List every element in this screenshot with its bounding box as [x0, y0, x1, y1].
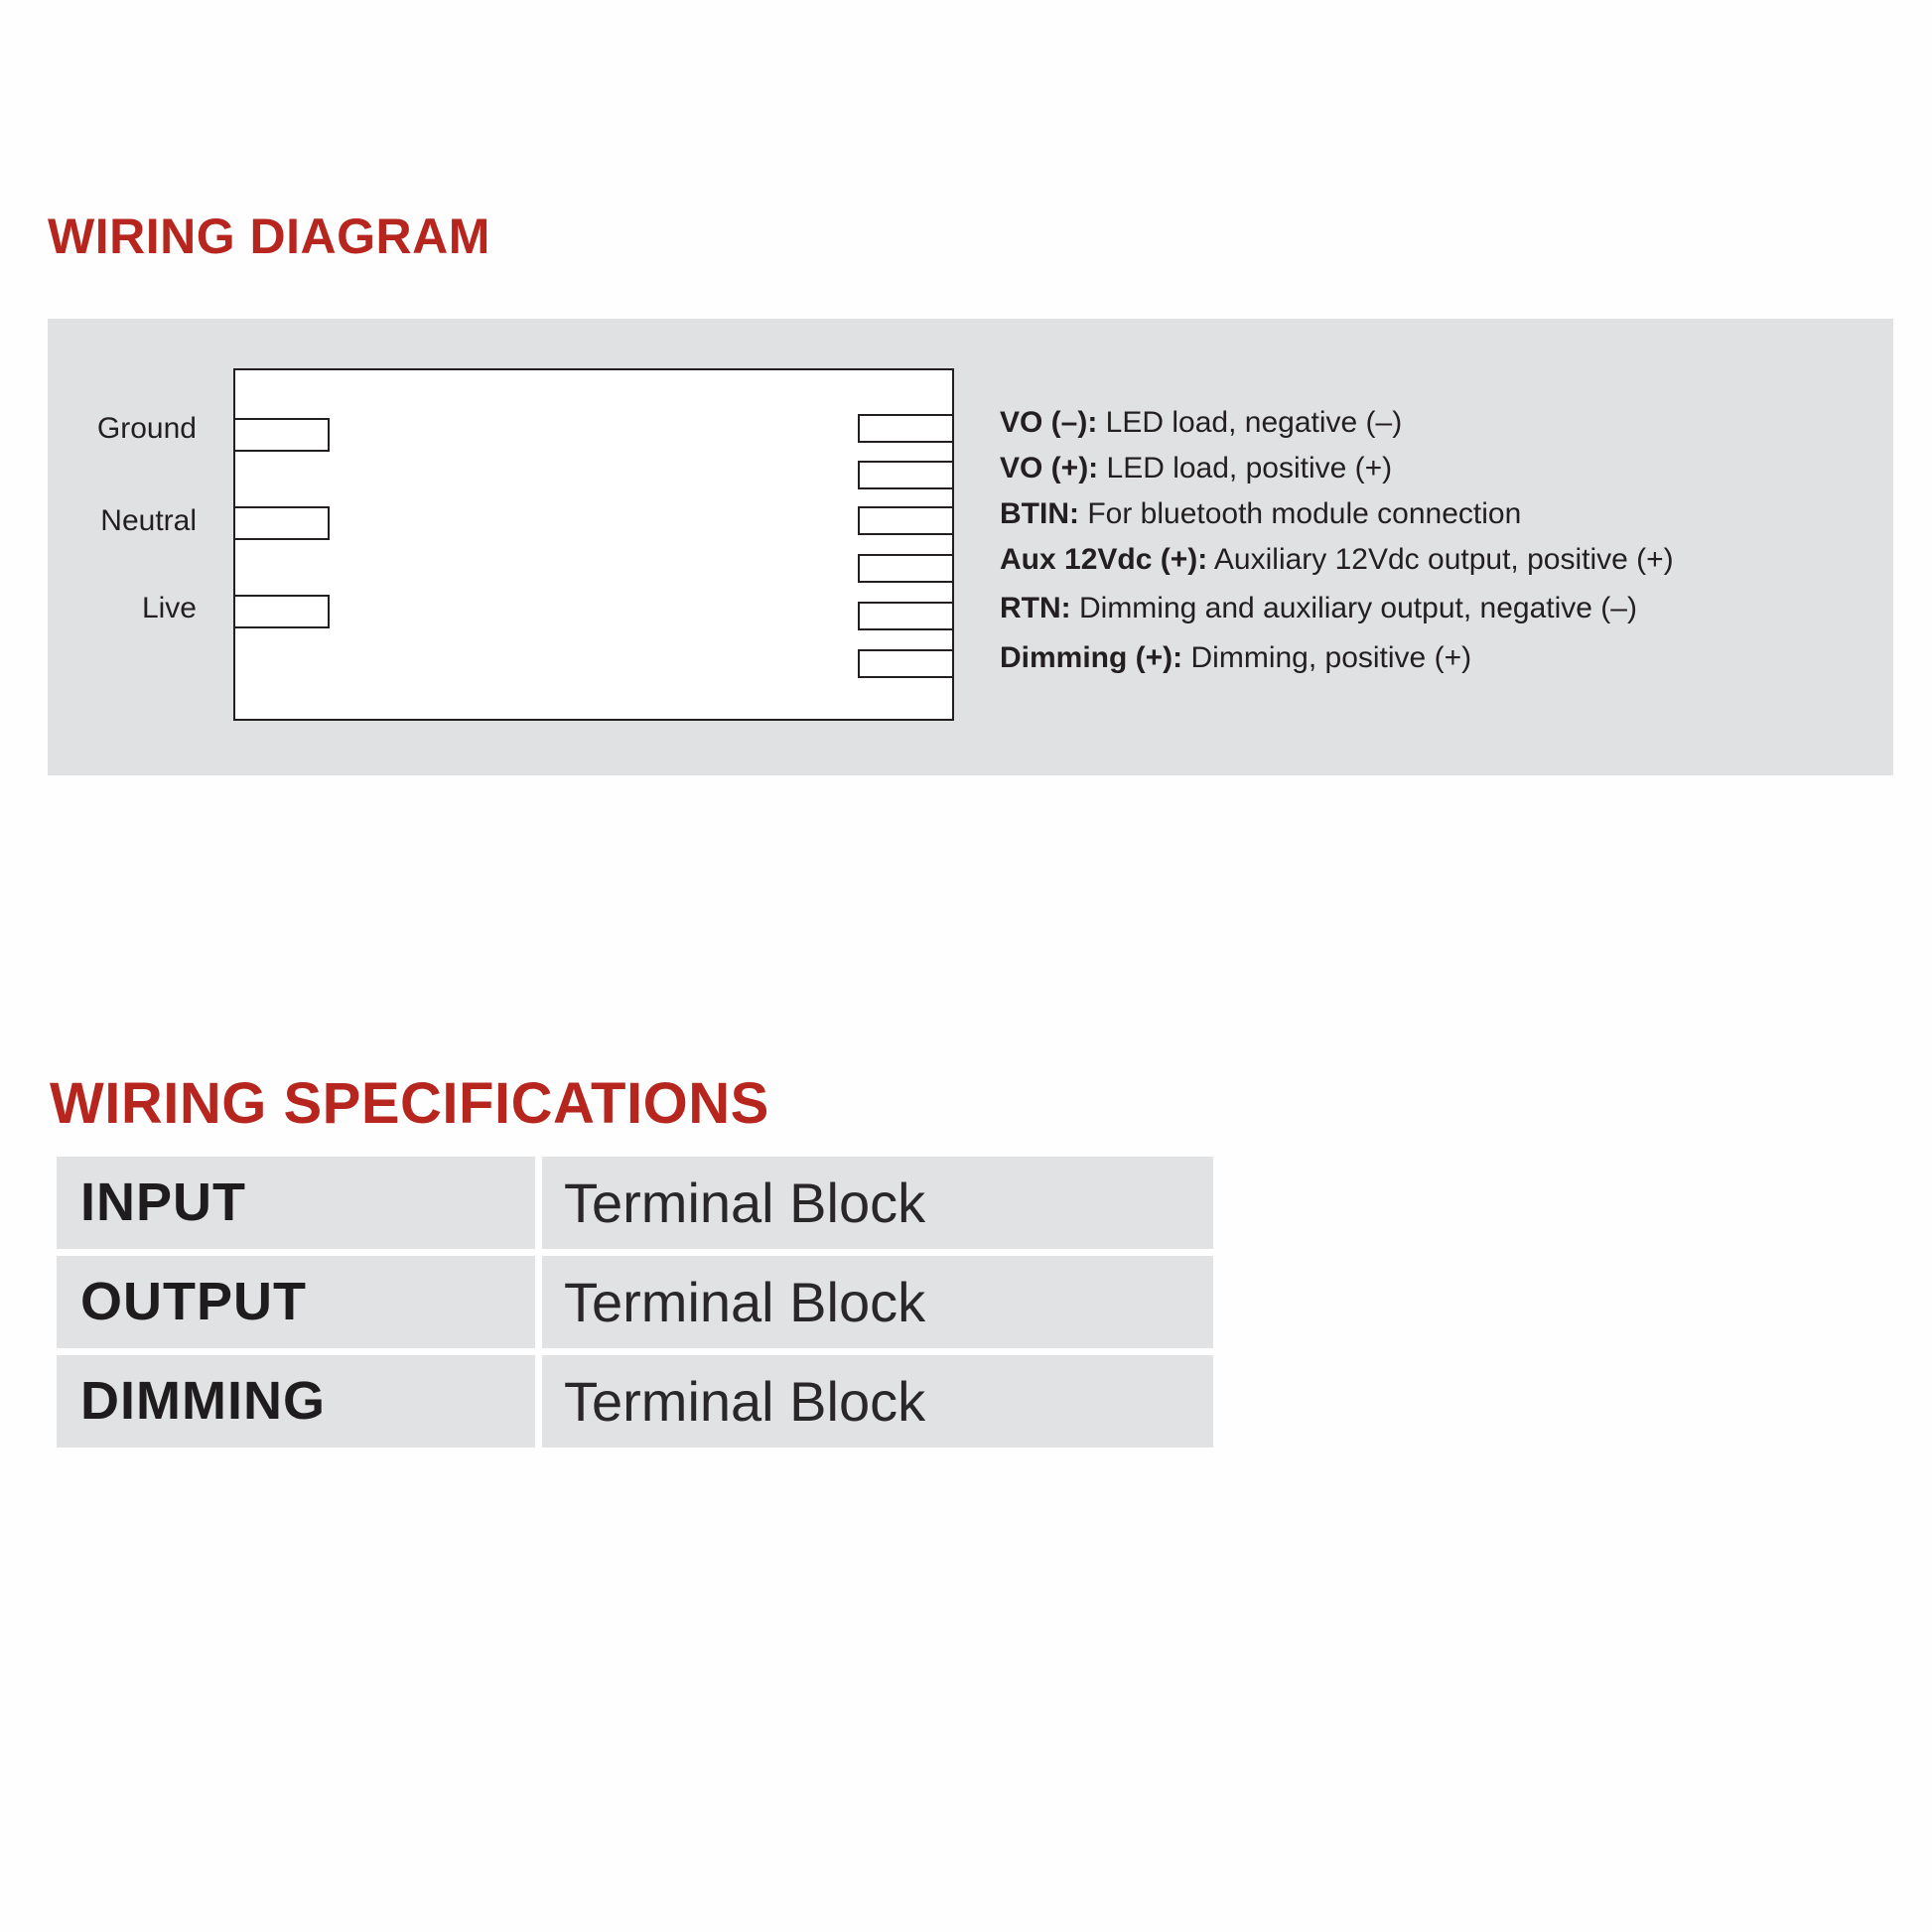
spec-row-input	[57, 1157, 1213, 1249]
wiring-diagram-panel	[48, 319, 1893, 775]
output-term: RTN:	[1000, 592, 1071, 624]
output-term: BTIN:	[1000, 497, 1079, 530]
output-desc: Dimming and auxiliary output, negative (–)	[1070, 592, 1637, 624]
wiring-specifications-table	[57, 1157, 1213, 1454]
input-terminal-ground	[233, 418, 330, 452]
output-legend-aux	[1000, 542, 1674, 578]
input-label-live: Live	[141, 592, 197, 624]
output-desc: LED load, positive (+)	[1098, 452, 1393, 484]
spec-key: DIMMING	[57, 1355, 535, 1448]
output-desc: LED load, negative (–)	[1097, 406, 1403, 439]
spec-value: Terminal Block	[542, 1256, 1213, 1348]
output-terminal-rtn	[858, 602, 954, 630]
wiring-specifications-heading: WIRING SPECIFICATIONS	[50, 1071, 769, 1136]
spec-key: OUTPUT	[57, 1256, 535, 1348]
output-legend-vo-positive	[1000, 451, 1392, 486]
output-desc: Dimming, positive (+)	[1182, 641, 1472, 674]
output-legend-rtn	[1000, 591, 1637, 626]
output-term: VO (–):	[1000, 406, 1098, 439]
output-desc: Auxiliary 12Vdc output, positive (+)	[1207, 543, 1674, 576]
output-term: Aux 12Vdc (+):	[1000, 543, 1208, 576]
spec-key: INPUT	[57, 1157, 535, 1249]
spec-value: Terminal Block	[542, 1355, 1213, 1448]
input-label-neutral: Neutral	[100, 504, 197, 537]
driver-block	[233, 368, 954, 721]
output-legend-dimming	[1000, 640, 1471, 676]
spec-row-dimming	[57, 1355, 1213, 1448]
input-terminal-neutral	[233, 506, 330, 540]
input-label-ground: Ground	[96, 412, 197, 445]
output-terminal-aux	[858, 554, 954, 583]
output-terminal-vo-negative	[858, 414, 954, 443]
spec-row-output	[57, 1256, 1213, 1348]
output-terminal-dimming	[858, 649, 954, 678]
output-terminal-btin	[858, 506, 954, 535]
wiring-diagram-heading: WIRING DIAGRAM	[48, 208, 490, 264]
output-terminal-vo-positive	[858, 461, 954, 489]
output-desc: For bluetooth module connection	[1078, 497, 1522, 530]
output-legend-btin	[1000, 496, 1521, 532]
output-legend-vo-negative	[1000, 405, 1402, 441]
spec-value: Terminal Block	[542, 1157, 1213, 1249]
input-terminal-live	[233, 595, 330, 628]
output-term: Dimming (+):	[1000, 641, 1183, 674]
output-term: VO (+):	[1000, 452, 1099, 484]
